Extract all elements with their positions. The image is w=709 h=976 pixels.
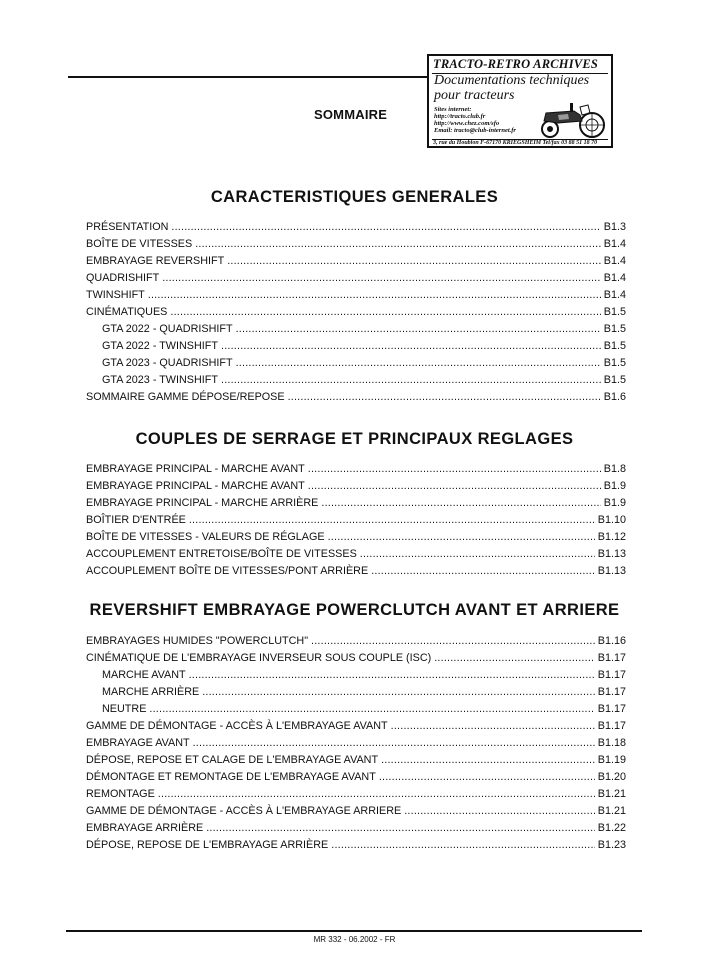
- toc-leader-dots: [321, 495, 600, 512]
- page-title: SOMMAIRE: [314, 107, 388, 122]
- toc-entry-page: B1.16: [597, 635, 626, 647]
- toc-entry-page: B1.17: [597, 652, 626, 664]
- toc-leader-dots: [379, 769, 595, 786]
- toc-entry-label: NEUTRE: [102, 703, 147, 715]
- toc-leader-dots: [308, 461, 601, 478]
- toc-leader-dots: [189, 512, 595, 529]
- toc-entry-page: B1.8: [603, 463, 626, 475]
- toc-leader-dots: [162, 270, 601, 287]
- toc-entry-page: B1.5: [603, 357, 626, 369]
- toc-leader-dots: [206, 820, 595, 837]
- stamp-contacts: [434, 106, 516, 134]
- toc-entry-label: QUADRISHIFT: [86, 272, 160, 284]
- toc-leader-dots: [328, 529, 595, 546]
- toc-entry-label: ACCOUPLEMENT BOÎTE DE VITESSES/PONT ARRIÈRE: [86, 565, 369, 577]
- toc-entry-page: B1.6: [603, 391, 626, 403]
- toc-leader-dots: [148, 287, 601, 304]
- toc-entry-label: BOÎTIER D'ENTRÉE: [86, 514, 186, 526]
- toc-entry-page: B1.5: [603, 340, 626, 352]
- toc-leader-dots: [158, 786, 595, 803]
- toc-entry-label: GTA 2022 - TWINSHIFT: [102, 340, 218, 352]
- section-title-couples: COUPLES DE SERRAGE ET PRINCIPAUX REGLAGES: [135, 430, 574, 448]
- toc-entry: [86, 338, 626, 355]
- toc-entry-label: EMBRAYAGE PRINCIPAL - MARCHE AVANT: [86, 480, 305, 492]
- toc-entry: [86, 735, 626, 752]
- toc-entry-label: DÉPOSE, REPOSE ET CALAGE DE L'EMBRAYAGE AVANT: [86, 754, 379, 766]
- toc-entry-page: B1.4: [603, 272, 626, 284]
- toc-entry-label: GTA 2023 - TWINSHIFT: [102, 374, 218, 386]
- toc-list-revershift: [86, 633, 626, 854]
- toc-entry: [86, 372, 626, 389]
- toc-leader-dots: [311, 633, 595, 650]
- toc-entry: [86, 270, 626, 287]
- toc-entry-page: B1.4: [603, 255, 626, 267]
- toc-leader-dots: [221, 372, 601, 389]
- toc-entry: [86, 563, 626, 580]
- toc-entry-label: GTA 2022 - QUADRISHIFT: [102, 323, 233, 335]
- toc-entry-label: CINÉMATIQUES: [86, 306, 168, 318]
- toc-entry-page: B1.17: [597, 686, 626, 698]
- tractor-icon: [536, 101, 610, 139]
- toc-leader-dots: [149, 701, 594, 718]
- toc-entry: [86, 633, 626, 650]
- toc-entry-page: B1.21: [597, 805, 626, 817]
- toc-entry-label: DÉPOSE, REPOSE DE L'EMBRAYAGE ARRIÈRE: [86, 839, 329, 851]
- toc-leader-dots: [381, 752, 595, 769]
- toc-entry-page: B1.17: [597, 720, 626, 732]
- toc-leader-dots: [171, 219, 600, 236]
- toc-entry: [86, 529, 626, 546]
- toc-entry: [86, 769, 626, 786]
- toc-leader-dots: [434, 650, 595, 667]
- toc-entry-label: CINÉMATIQUE DE L'EMBRAYAGE INVERSEUR SOUS COUPLE (ISC): [86, 652, 432, 664]
- toc-entry: [86, 667, 626, 684]
- toc-entry: [86, 461, 626, 478]
- toc-leader-dots: [360, 546, 595, 563]
- toc-entry-page: B1.3: [603, 221, 626, 233]
- toc-entry-label: BOÎTE DE VITESSES: [86, 238, 193, 250]
- toc-entry-page: B1.5: [603, 374, 626, 386]
- stamp-subtitle-2: pour tracteurs: [434, 88, 515, 103]
- toc-entry-page: B1.4: [603, 238, 626, 250]
- toc-entry-page: B1.18: [597, 737, 626, 749]
- toc-leader-dots: [189, 667, 595, 684]
- toc-leader-dots: [371, 563, 595, 580]
- toc-entry: [86, 253, 626, 270]
- toc-leader-dots: [202, 684, 595, 701]
- toc-entry-page: B1.5: [603, 306, 626, 318]
- toc-entry: [86, 718, 626, 735]
- toc-entry: [86, 321, 626, 338]
- toc-entry: [86, 495, 626, 512]
- archive-stamp: [427, 54, 613, 148]
- toc-entry-label: MARCHE ARRIÈRE: [102, 686, 200, 698]
- header-rule: [68, 76, 428, 78]
- toc-leader-dots: [288, 389, 601, 406]
- toc-entry: [86, 650, 626, 667]
- toc-entry-label: ACCOUPLEMENT ENTRETOISE/BOÎTE DE VITESSES: [86, 548, 357, 560]
- stamp-title: TRACTO-RETRO ARCHIVES: [433, 57, 599, 71]
- toc-entry-page: B1.23: [597, 839, 626, 851]
- toc-entry-page: B1.9: [603, 497, 626, 509]
- toc-entry-label: TWINSHIFT: [86, 289, 145, 301]
- section-title-caracteristiques: CARACTERISTIQUES GENERALES: [210, 188, 499, 206]
- toc-entry-label: SOMMAIRE GAMME DÉPOSE/REPOSE: [86, 391, 285, 403]
- toc-list-couples: [86, 461, 626, 580]
- toc-entry-label: GAMME DE DÉMONTAGE - ACCÈS À L'EMBRAYAGE ARRIERE: [86, 805, 402, 817]
- toc-entry: [86, 512, 626, 529]
- toc-entry-label: MARCHE AVANT: [102, 669, 186, 681]
- stamp-email: Email: tracto@club-internet.fr: [434, 127, 516, 134]
- toc-entry: [86, 701, 626, 718]
- toc-entry-label: GAMME DE DÉMONTAGE - ACCÈS À L'EMBRAYAGE AVANT: [86, 720, 388, 732]
- toc-entry-page: B1.10: [597, 514, 626, 526]
- toc-entry: [86, 236, 626, 253]
- toc-leader-dots: [236, 355, 601, 372]
- toc-entry-label: EMBRAYAGE PRINCIPAL - MARCHE AVANT: [86, 463, 305, 475]
- toc-leader-dots: [221, 338, 601, 355]
- toc-entry: [86, 304, 626, 321]
- toc-entry-page: B1.13: [597, 565, 626, 577]
- toc-entry-page: B1.22: [597, 822, 626, 834]
- stamp-sites-label: Sites internet:: [434, 106, 472, 113]
- toc-entry-label: REMONTAGE: [86, 788, 155, 800]
- stamp-subtitle: Documentations techniques: [434, 73, 590, 88]
- toc-entry: [86, 820, 626, 837]
- toc-entry-label: EMBRAYAGES HUMIDES "POWERCLUTCH": [86, 635, 309, 647]
- toc-entry: [86, 355, 626, 372]
- toc-entry: [86, 803, 626, 820]
- toc-entry: [86, 684, 626, 701]
- toc-entry-page: B1.21: [597, 788, 626, 800]
- toc-entry-label: EMBRAYAGE PRINCIPAL - MARCHE ARRIÈRE: [86, 497, 319, 509]
- stamp-address: 3, rue du Houblon F-67170 KRIEGSHEIM Tel/fax 03 88 51 18 70: [433, 140, 598, 146]
- toc-entry-page: B1.13: [597, 548, 626, 560]
- toc-leader-dots: [227, 253, 601, 270]
- toc-entry: [86, 786, 626, 803]
- toc-entry-page: B1.5: [603, 323, 626, 335]
- toc-entry-label: PRÉSENTATION: [86, 221, 169, 233]
- toc-entry: [86, 752, 626, 769]
- toc-entry-label: EMBRAYAGE ARRIÈRE: [86, 822, 204, 834]
- toc-entry: [86, 287, 626, 304]
- toc-entry-label: GTA 2023 - QUADRISHIFT: [102, 357, 233, 369]
- toc-entry-page: B1.17: [597, 703, 626, 715]
- footer-rule: [66, 930, 642, 932]
- toc-leader-dots: [331, 837, 595, 854]
- toc-entry: [86, 389, 626, 406]
- toc-leader-dots: [193, 735, 595, 752]
- toc-leader-dots: [236, 321, 601, 338]
- toc-entry-page: B1.12: [597, 531, 626, 543]
- toc-entry-page: B1.17: [597, 669, 626, 681]
- stamp-site-2: http://www.chez.com/sfo: [434, 120, 500, 127]
- toc-leader-dots: [404, 803, 595, 820]
- toc-entry: [86, 478, 626, 495]
- toc-entry-label: BOÎTE DE VITESSES - VALEURS DE RÉGLAGE: [86, 531, 325, 543]
- toc-leader-dots: [308, 478, 601, 495]
- toc-leader-dots: [170, 304, 600, 321]
- toc-entry-page: B1.4: [603, 289, 626, 301]
- stamp-site-1: http://tracto.club.fr: [434, 113, 486, 120]
- toc-list-caracteristiques: [86, 219, 626, 406]
- toc-entry: [86, 546, 626, 563]
- toc-leader-dots: [391, 718, 595, 735]
- toc-leader-dots: [195, 236, 601, 253]
- toc-entry-label: DÉMONTAGE ET REMONTAGE DE L'EMBRAYAGE AVANT: [86, 771, 376, 783]
- toc-entry: [86, 837, 626, 854]
- toc-entry-page: B1.9: [603, 480, 626, 492]
- toc-entry-page: B1.20: [597, 771, 626, 783]
- toc-entry-page: B1.19: [597, 754, 626, 766]
- toc-entry-label: EMBRAYAGE AVANT: [86, 737, 190, 749]
- footer-reference: MR 332 - 06.2002 - FR: [313, 935, 396, 944]
- toc-entry-label: EMBRAYAGE REVERSHIFT: [86, 255, 225, 267]
- section-title-revershift: REVERSHIFT EMBRAYAGE POWERCLUTCH AVANT ET ARRIERE: [89, 601, 620, 619]
- toc-entry: [86, 219, 626, 236]
